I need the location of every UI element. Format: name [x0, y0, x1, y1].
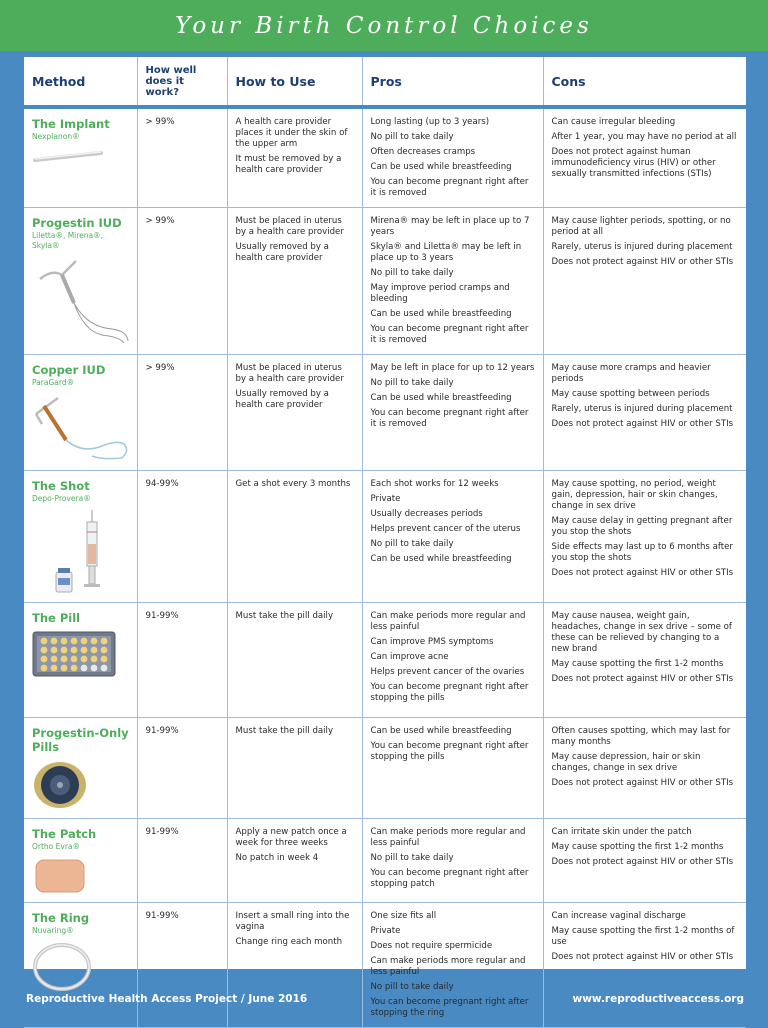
cons-cell — [543, 718, 746, 819]
patch-icon — [32, 858, 130, 898]
cons-item: Does not protect against HIV or other STIs — [551, 778, 734, 788]
pros-item: Private — [370, 494, 401, 504]
pros-item: One size fits all — [370, 911, 437, 921]
cons-item: Can increase vaginal discharge — [551, 911, 686, 921]
pros-cell — [362, 718, 543, 819]
how_to_use-item: Must be placed in uterus by a health care provider — [235, 216, 344, 237]
pros-item: Can make periods more regular and less painful — [370, 827, 526, 848]
effectiveness-value: 91-99% — [145, 726, 179, 736]
header-method: Method — [24, 57, 137, 107]
cons-item: May cause spotting the first 1-2 months of use — [551, 926, 735, 947]
pros-item: You can become pregnant right after it is removed — [370, 408, 529, 429]
method-cell — [24, 603, 137, 718]
header-pros: Pros — [362, 57, 543, 107]
how_to_use-item: It must be removed by a health care provider — [235, 154, 342, 175]
pros-item: Each shot works for 12 weeks — [370, 479, 499, 489]
method-name: The Patch — [32, 827, 97, 841]
cons-item: Does not protect against HIV or other STIs — [551, 257, 734, 267]
effectiveness-cell — [137, 718, 227, 819]
cons-item: Does not protect against HIV or other STIs — [551, 857, 734, 867]
syringe-vial-icon — [32, 510, 130, 598]
pros-cell — [362, 471, 543, 603]
pros-item: Mirena® may be left in place up to 7 years — [370, 216, 530, 237]
method-cell — [24, 471, 137, 603]
method-name: The Pill — [32, 611, 81, 625]
vaginal-ring-icon — [32, 942, 130, 996]
pros-cell — [362, 208, 543, 355]
method-brands: Nuvaring® — [32, 926, 74, 935]
pros-item: Can be used while breastfeeding — [370, 554, 512, 564]
method-brands: Liletta®, Mirena®, Skyla® — [32, 231, 104, 250]
method-row — [24, 107, 746, 208]
cons-item: May cause spotting between periods — [551, 389, 710, 399]
pros-item: No pill to take daily — [370, 853, 454, 863]
header-effectiveness: How well does it work? — [137, 57, 227, 107]
how_to_use-item: Change ring each month — [235, 937, 343, 947]
how-to-use-cell — [227, 355, 362, 471]
method-row — [24, 903, 746, 1028]
method-cell — [24, 355, 137, 471]
pros-item: You can become pregnant right after stopping the ring — [370, 997, 529, 1018]
pros-item: Can be used while breastfeeding — [370, 162, 512, 172]
method-brands: Ortho Evra® — [32, 842, 81, 851]
method-row — [24, 718, 746, 819]
pros-item: You can become pregnant right after stopping the pills — [370, 741, 529, 762]
cons-item: May cause lighter periods, spotting, or no period at all — [551, 216, 731, 237]
cons-item: Rarely, uterus is injured during placement — [551, 404, 733, 414]
method-cell — [24, 819, 137, 903]
effectiveness-value: 94-99% — [145, 479, 179, 489]
pros-item: No pill to take daily — [370, 268, 454, 278]
pros-item: Long lasting (up to 3 years) — [370, 117, 490, 127]
how_to_use-item: Usually removed by a health care provider — [235, 389, 329, 410]
pros-item: May improve period cramps and bleeding — [370, 283, 510, 304]
method-cell — [24, 903, 137, 1028]
cons-item: May cause depression, hair or skin changes, change in sex drive — [551, 752, 701, 773]
effectiveness-value: > 99% — [145, 117, 175, 127]
pros-item: You can become pregnant right after it is removed — [370, 324, 529, 345]
copper-iud-icon — [32, 394, 130, 466]
pill-pack-icon — [32, 631, 130, 681]
method-row — [24, 819, 746, 903]
cons-cell — [543, 603, 746, 718]
cons-item: Side effects may last up to 6 months after you stop the shots — [551, 542, 733, 563]
effectiveness-cell — [137, 603, 227, 718]
method-row — [24, 355, 746, 471]
pros-cell — [362, 603, 543, 718]
cons-cell — [543, 903, 746, 1028]
pros-item: No pill to take daily — [370, 378, 454, 388]
pros-item: No pill to take daily — [370, 132, 454, 142]
method-brands: Nexplanon® — [32, 132, 80, 141]
pill-dial-icon — [32, 760, 130, 814]
cons-item: Does not protect against HIV or other STIs — [551, 419, 734, 429]
how-to-use-cell — [227, 471, 362, 603]
how_to_use-item: Usually removed by a health care provider — [235, 242, 329, 263]
cons-item: May cause nausea, weight gain, headaches, change in sex drive – some of these can be relieved by changing to a new brand — [551, 611, 732, 654]
effectiveness-value: 91-99% — [145, 827, 179, 837]
method-brands: ParaGard® — [32, 378, 75, 387]
implant-rod-icon — [32, 148, 130, 168]
pros-cell — [362, 107, 543, 208]
pros-item: Can be used while breastfeeding — [370, 393, 512, 403]
header-how-to-use: How to Use — [227, 57, 362, 107]
cons-item: Does not protect against human immunodeficiency virus (HIV) or other sexually transmitted infections (STIs) — [551, 147, 716, 179]
method-row — [24, 208, 746, 355]
how_to_use-item: Apply a new patch once a week for three weeks — [235, 827, 347, 848]
effectiveness-cell — [137, 107, 227, 208]
how_to_use-item: Must take the pill daily — [235, 611, 334, 621]
effectiveness-cell — [137, 355, 227, 471]
method-name: Progestin IUD — [32, 216, 122, 230]
page-title: Your Birth Control Choices — [175, 12, 593, 39]
pros-item: Usually decreases periods — [370, 509, 483, 519]
cons-cell — [543, 208, 746, 355]
cons-item: Can cause irregular bleeding — [551, 117, 676, 127]
table-header-row — [24, 57, 746, 107]
progestin-iud-icon — [32, 257, 130, 349]
cons-item: Does not protect against HIV or other STIs — [551, 674, 734, 684]
pros-item: Can improve acne — [370, 652, 449, 662]
cons-item: Can irritate skin under the patch — [551, 827, 692, 837]
cons-item: Rarely, uterus is injured during placement — [551, 242, 733, 252]
cons-cell — [543, 819, 746, 903]
method-row — [24, 471, 746, 603]
cons-cell — [543, 107, 746, 208]
effectiveness-cell — [137, 208, 227, 355]
method-name: The Ring — [32, 911, 90, 925]
how-to-use-cell — [227, 718, 362, 819]
footer-credit: Reproductive Health Access Project / June 2016 — [26, 993, 308, 1005]
method-name: The Shot — [32, 479, 90, 493]
effectiveness-cell — [137, 819, 227, 903]
how_to_use-item: Must take the pill daily — [235, 726, 334, 736]
pros-cell — [362, 903, 543, 1028]
pros-item: You can become pregnant right after it is removed — [370, 177, 529, 198]
pros-item: You can become pregnant right after stopping patch — [370, 868, 529, 889]
cons-item: Often causes spotting, which may last for many months — [551, 726, 731, 747]
method-row — [24, 603, 746, 718]
header-cons: Cons — [543, 57, 746, 107]
cons-item: May cause delay in getting pregnant after you stop the shots — [551, 516, 733, 537]
birth-control-table — [24, 57, 746, 1028]
cons-item: May cause more cramps and heavier periods — [551, 363, 711, 384]
method-name: The Implant — [32, 117, 110, 131]
how_to_use-item: Must be placed in uterus by a health care provider — [235, 363, 344, 384]
effectiveness-value: > 99% — [145, 216, 175, 226]
pros-item: Can make periods more regular and less painful — [370, 956, 526, 977]
pros-item: Can be used while breastfeeding — [370, 726, 512, 736]
method-cell — [24, 208, 137, 355]
how_to_use-item: A health care provider places it under the skin of the upper arm — [235, 117, 348, 149]
pros-item: You can become pregnant right after stopping the pills — [370, 682, 529, 703]
pros-item: No pill to take daily — [370, 539, 454, 549]
cons-item: May cause spotting the first 1-2 months — [551, 842, 724, 852]
cons-item: May cause spotting the first 1-2 months — [551, 659, 724, 669]
cons-item: Does not protect against HIV or other STIs — [551, 568, 734, 578]
pros-item: Helps prevent cancer of the ovaries — [370, 667, 525, 677]
effectiveness-value: 91-99% — [145, 611, 179, 621]
pros-item: Can make periods more regular and less painful — [370, 611, 526, 632]
method-name: Progestin-Only Pills — [32, 726, 129, 754]
pros-item: No pill to take daily — [370, 982, 454, 992]
pros-item: Does not require spermicide — [370, 941, 493, 951]
cons-item: After 1 year, you may have no period at all — [551, 132, 737, 142]
cons-item: Does not protect against HIV or other STIs — [551, 952, 734, 962]
how-to-use-cell — [227, 208, 362, 355]
footer-website[interactable]: www.reproductiveaccess.org — [572, 993, 744, 1005]
pros-cell — [362, 819, 543, 903]
how-to-use-cell — [227, 107, 362, 208]
pros-item: May be left in place for up to 12 years — [370, 363, 535, 373]
cons-cell — [543, 471, 746, 603]
effectiveness-cell — [137, 471, 227, 603]
how_to_use-item: No patch in week 4 — [235, 853, 319, 863]
effectiveness-value: > 99% — [145, 363, 175, 373]
method-cell — [24, 718, 137, 819]
method-name: Copper IUD — [32, 363, 106, 377]
how-to-use-cell — [227, 603, 362, 718]
pros-item: Private — [370, 926, 401, 936]
method-brands: Depo-Provera® — [32, 494, 91, 503]
effectiveness-cell — [137, 903, 227, 1028]
how-to-use-cell — [227, 819, 362, 903]
pros-item: Skyla® and Liletta® may be left in place up to 3 years — [370, 242, 522, 263]
pros-item: Can improve PMS symptoms — [370, 637, 494, 647]
title-banner — [0, 0, 768, 51]
pros-item: Often decreases cramps — [370, 147, 476, 157]
how_to_use-item: Get a shot every 3 months — [235, 479, 351, 489]
effectiveness-value: 91-99% — [145, 911, 179, 921]
pros-item: Can be used while breastfeeding — [370, 309, 512, 319]
cons-cell — [543, 355, 746, 471]
cons-item: May cause spotting, no period, weight gain, depression, hair or skin changes, change in sex drive — [551, 479, 718, 511]
pros-cell — [362, 355, 543, 471]
method-cell — [24, 107, 137, 208]
how-to-use-cell — [227, 903, 362, 1028]
pros-item: Helps prevent cancer of the uterus — [370, 524, 521, 534]
how_to_use-item: Insert a small ring into the vagina — [235, 911, 350, 932]
